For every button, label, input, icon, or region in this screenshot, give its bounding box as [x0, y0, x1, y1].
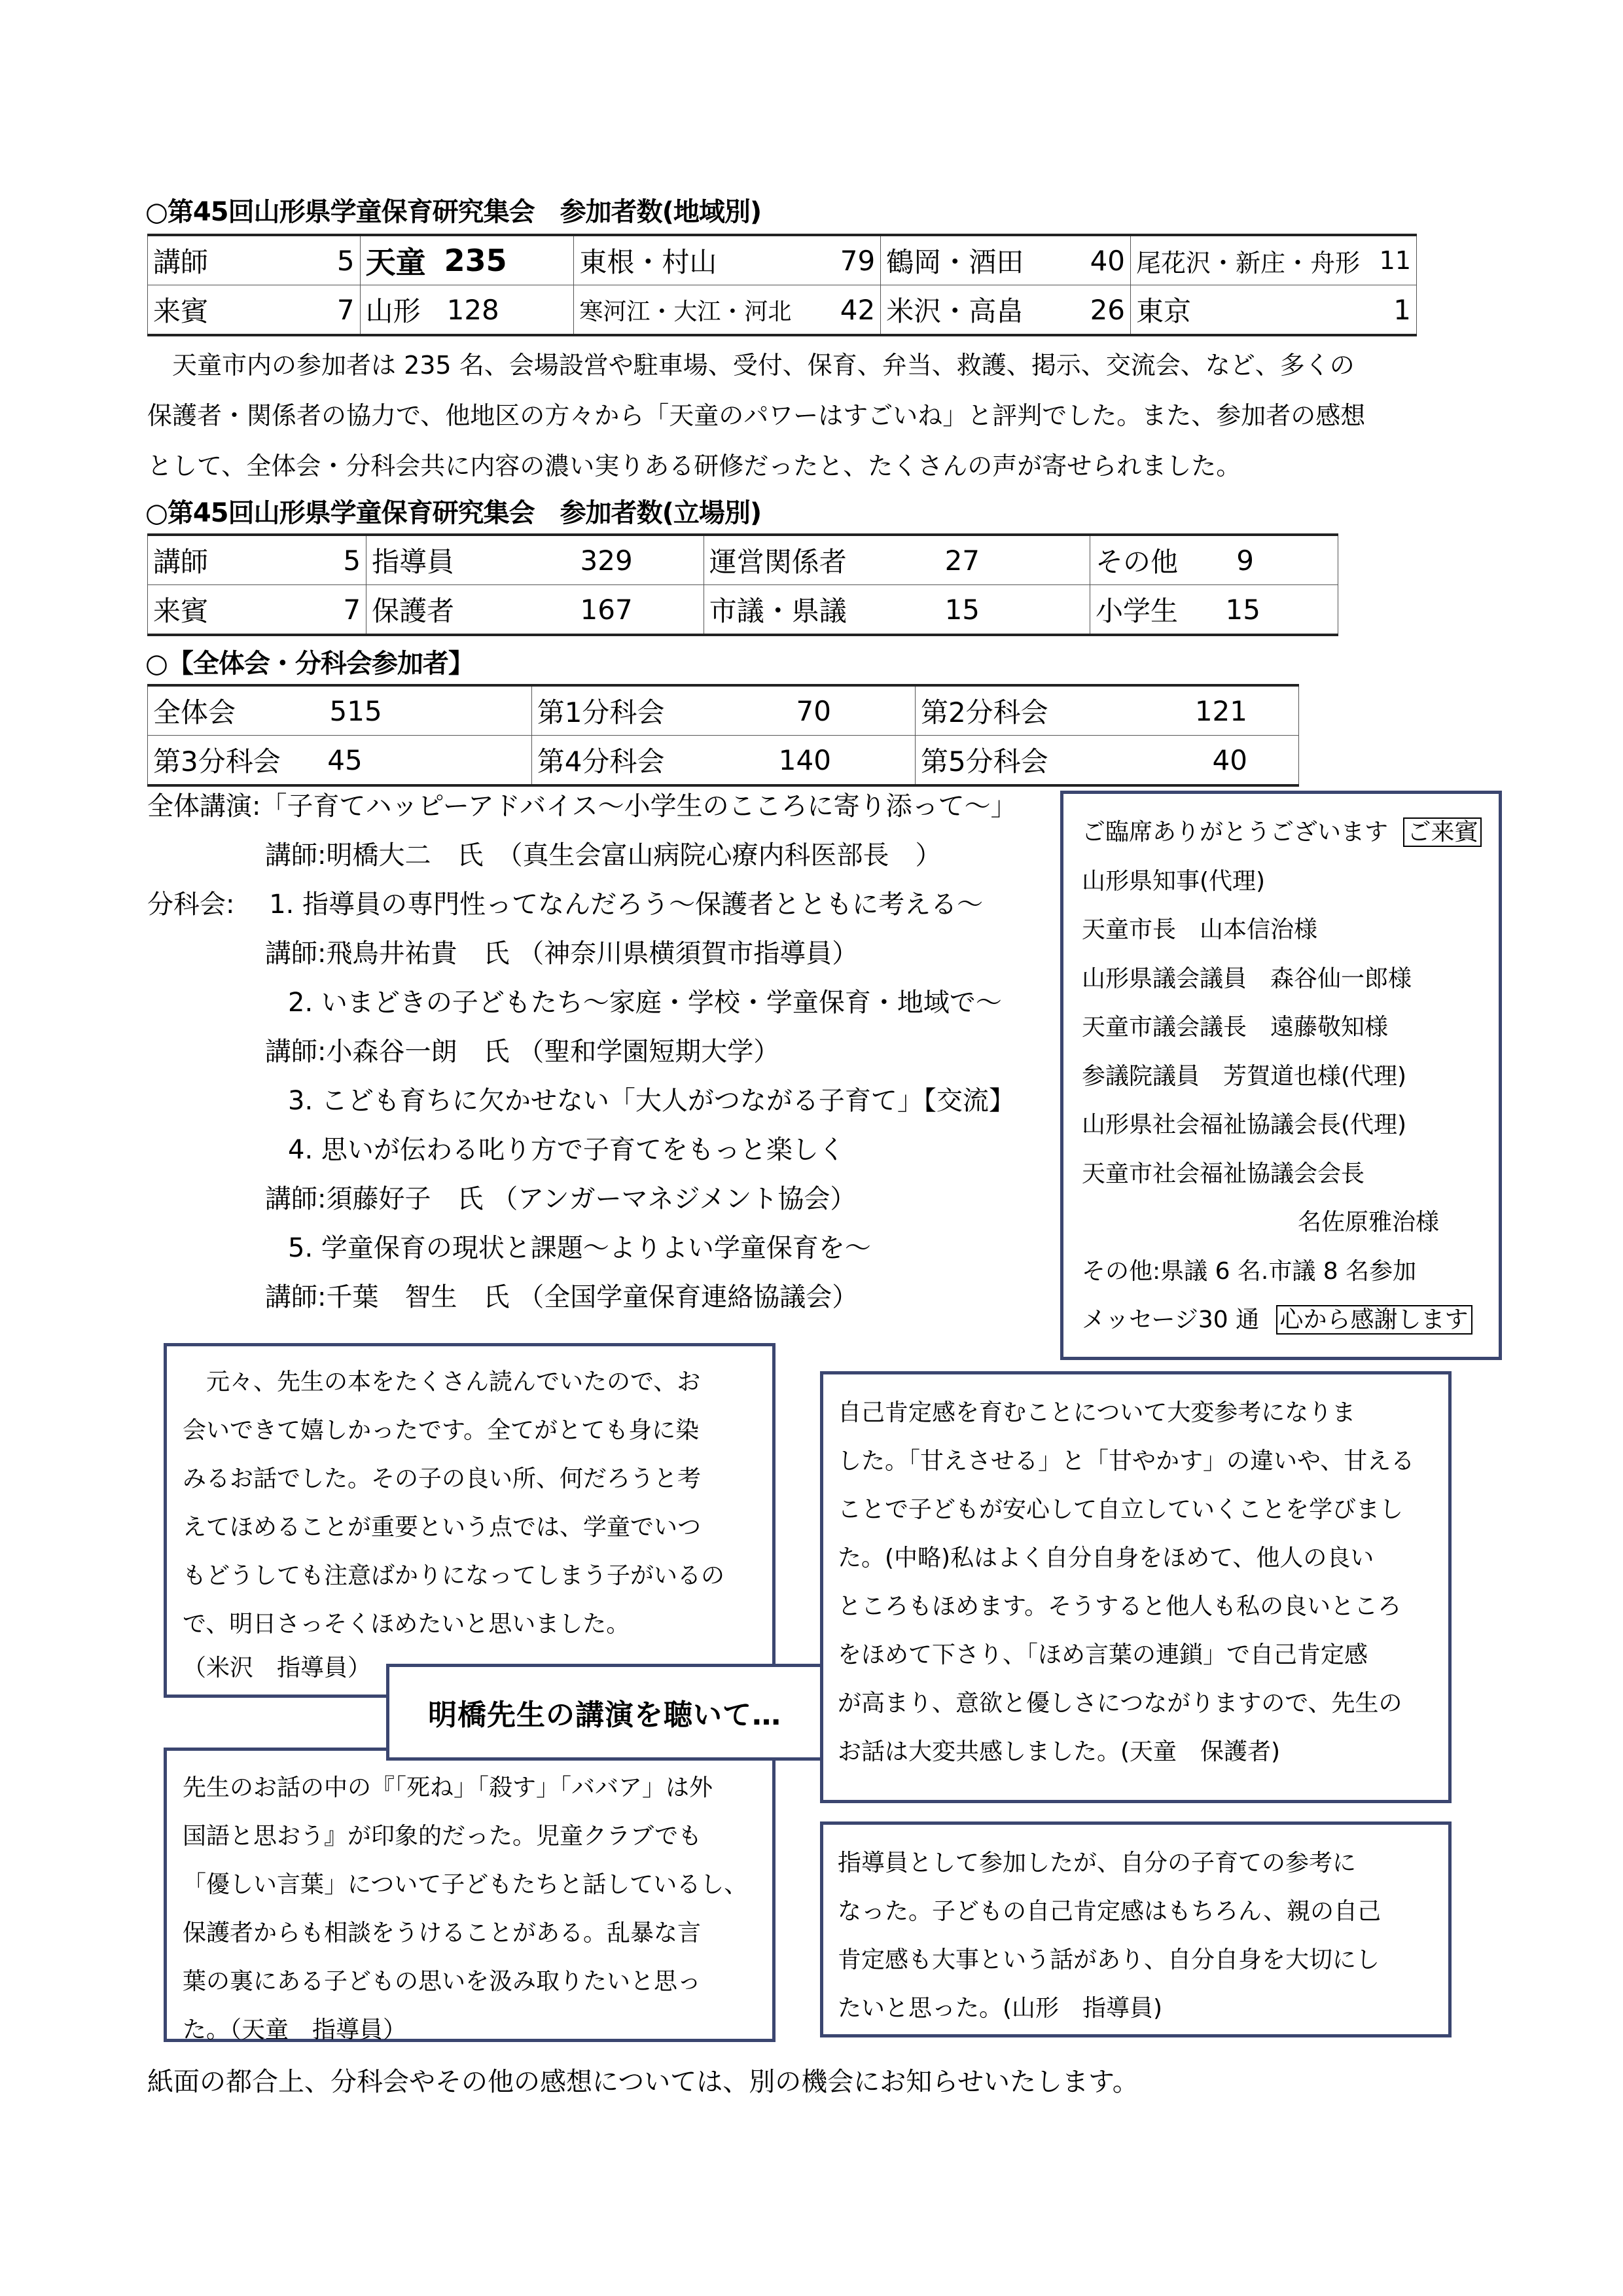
table-row — [148, 736, 1299, 786]
cell-value: 329 — [580, 544, 633, 577]
program-session-5: 5. 学童保育の現状と課題～よりよい学童保育を～ — [288, 1233, 871, 1263]
table-cell — [366, 585, 704, 636]
comment-line: が高まり、意欲と優しさにつながりますので、先生の — [838, 1690, 1402, 1717]
comment-line: ことで子どもが安心して自立していくことを学びまし — [838, 1496, 1404, 1523]
role-heading: ○第45回山形県学童保育研究集会 参加者数(立場別) — [145, 498, 762, 528]
guest-item: 参議院議員 芳賀道也様(代理) — [1082, 1062, 1407, 1090]
cell-label: 寒河江・大江・河北 — [579, 298, 792, 325]
cell-label: 市議・県議 — [709, 595, 847, 627]
comment-line: 元々、先生の本をたくさん読んでいたので、お — [183, 1369, 701, 1395]
guest-item: 天童市社会福祉協議会会長 — [1082, 1160, 1365, 1187]
guest-box — [1060, 791, 1502, 1360]
table-cell — [531, 736, 915, 786]
cell-value: 40 — [1090, 244, 1126, 277]
table-row — [148, 535, 1338, 585]
table-cell — [148, 235, 361, 285]
guest-item: 山形県議会議員 森谷仙一郎様 — [1082, 965, 1412, 992]
cell-value: 79 — [840, 244, 876, 277]
program-session-2: 2. いまどきの子どもたち～家庭・学校・学童保育・地域で～ — [288, 988, 1002, 1018]
cell-value: 9 — [1236, 544, 1254, 577]
table-row — [148, 685, 1299, 736]
comment-line: た。(中略)私はよく自分自身をほめて、他人の良い — [838, 1545, 1374, 1571]
cell-label: 来賓 — [153, 595, 209, 627]
cell-label: 東京 — [1136, 295, 1192, 327]
footer-note: 紙面の都合上、分科会やその他の感想については、別の機会にお知らせいたします。 — [147, 2067, 1139, 2097]
table-cell — [148, 285, 361, 336]
cell-value: 26 — [1090, 293, 1126, 326]
paragraph-line: として、全体会・分科会共に内容の濃い実りある研修だったと、たくさんの声が寄せられました。 — [147, 452, 1241, 480]
table-cell — [915, 736, 1298, 786]
cell-value: 45 — [327, 744, 363, 776]
table-cell — [1131, 285, 1417, 336]
thanks-tag: 心から感謝します — [1276, 1305, 1472, 1335]
comment-line: で、明日さっそくほめたいと思いました。 — [183, 1611, 630, 1638]
cell-value: 515 — [329, 694, 382, 727]
program-speaker: 講師:千葉 智生 氏 （全国学童保育連絡協議会） — [265, 1282, 859, 1312]
program-speaker: 講師:明橋大二 氏 （真生会富山病院心療内科医部長 ） — [265, 840, 942, 870]
cell-value: 42 — [840, 293, 876, 326]
cell-value: 40 — [1212, 744, 1247, 776]
callout-box — [386, 1664, 823, 1761]
guest-item: その他:県議 6 名.市議 8 名参加 — [1082, 1257, 1417, 1285]
comment-line: 自己肯定感を育むことについて大変参考になりま — [838, 1399, 1356, 1426]
guest-item: 名佐原雅治様 — [1298, 1209, 1440, 1236]
cell-label: 来賓 — [153, 295, 209, 327]
cell-label: 保護者 — [372, 595, 455, 627]
comment-box — [164, 1343, 776, 1698]
table-cell — [915, 685, 1298, 736]
program-speaker: 講師:須藤好子 氏 （アンガーマネジメント協会） — [265, 1184, 857, 1214]
session-table — [147, 684, 1299, 787]
comment-line: 指導員として参加したが、自分の子育ての参考に — [838, 1850, 1357, 1876]
program-session-3: 3. こども育ちに欠かせない「大人がつながる子育て」【交流】 — [288, 1086, 1015, 1116]
guest-tag: ご来賓 — [1403, 817, 1482, 847]
comment-author: （米沢 指導員） — [183, 1655, 372, 1681]
cell-label: 米沢・高畠 — [886, 295, 1024, 327]
cell-label: 第5分科会 — [920, 745, 1048, 778]
comment-line: みるお話でした。その子の良い所、何だろうと考 — [183, 1465, 702, 1492]
cell-label: 東根・村山 — [579, 246, 717, 278]
comment-line: なった。子どもの自己肯定感はもちろん、親の自己 — [838, 1898, 1382, 1925]
comment-line: 会いできて嬉しかったです。全てがとても身に染 — [183, 1417, 700, 1444]
cell-value: 128 — [446, 293, 499, 326]
guest-item: 天童市議会議長 遠藤敬知様 — [1082, 1014, 1389, 1041]
table-cell — [574, 285, 881, 336]
guest-messages: メッセージ30 通 — [1082, 1306, 1260, 1333]
comment-line: た。（天童 指導員） — [183, 2017, 407, 2043]
table-cell — [1131, 235, 1417, 285]
cell-label: 講師 — [153, 546, 209, 578]
cell-label: 第1分科会 — [537, 696, 665, 728]
cell-label: 小学生 — [1096, 595, 1179, 627]
guest-greeting: ご臨席ありがとうございます — [1082, 819, 1389, 846]
comment-line: 保護者からも相談をうけることがある。乱暴な言 — [183, 1920, 702, 1946]
cell-value: 5 — [336, 244, 355, 277]
program-session-1: 分科会: 1. 指導員の専門性ってなんだろう～保護者とともに考える～ — [147, 889, 984, 920]
comment-line: もどうしても注意ばかりになってしまう子がいるの — [183, 1562, 725, 1589]
guest-greeting-line — [1082, 808, 1499, 857]
guest-item: 山形県社会福祉協議会長(代理) — [1082, 1111, 1407, 1138]
table-cell — [148, 685, 532, 736]
cell-value: 15 — [944, 593, 980, 626]
comment-line: えてほめることが重要という点では、学童でいつ — [183, 1514, 702, 1541]
table-row — [148, 285, 1417, 336]
table-cell — [881, 235, 1131, 285]
region-heading: ○第45回山形県学童保育研究集会 参加者数(地域別) — [145, 197, 762, 227]
cell-value: 7 — [343, 593, 361, 626]
comment-line: をほめて下さり、「ほめ言葉の連鎖」で自己肯定感 — [838, 1641, 1368, 1668]
cell-value: 15 — [1225, 593, 1260, 626]
table-row — [148, 235, 1417, 285]
cell-label: 天童 — [365, 245, 426, 280]
cell-label: 全体会 — [153, 696, 236, 728]
cell-value: 70 — [796, 694, 831, 727]
cell-label: 第3分科会 — [153, 745, 281, 778]
comment-line: 先生のお話の中の『「死ね」「殺す」「ババア」は外 — [183, 1774, 713, 1801]
cell-value: 167 — [580, 593, 633, 626]
program-speaker: 講師:小森谷一朗 氏 （聖和学園短期大学） — [265, 1037, 780, 1067]
comment-line: ところもほめます。そうすると他人も私の良いところ — [838, 1593, 1402, 1620]
comment-line: たいと思った。(山形 指導員) — [838, 1995, 1163, 2022]
paragraph-line: 天童市内の参加者は 235 名、会場設営や駐車場、受付、保育、弁当、救護、掲示、交流会、など、多くの — [147, 351, 1355, 380]
comment-line: 国語と思おう』が印象的だった。児童クラブでも — [183, 1823, 702, 1850]
cell-value: 27 — [944, 544, 980, 577]
callout-title: 明橋先生の講演を聴いて… — [428, 1698, 781, 1732]
region-paragraph — [147, 340, 1365, 492]
table-cell — [531, 685, 915, 736]
cell-label: 山形 — [365, 295, 421, 327]
table-cell — [1090, 585, 1338, 636]
comment-line: お話は大変共感しました。(天童 保護者) — [838, 1738, 1281, 1765]
table-cell — [704, 535, 1090, 585]
paragraph-line: 保護者・関係者の協力で、他地区の方々から「天童のパワーはすごいね」と評判でした。また、参加者の感想 — [147, 401, 1366, 430]
cell-label: その他 — [1096, 546, 1179, 578]
role-table — [147, 533, 1338, 636]
table-cell — [1090, 535, 1338, 585]
table-row — [148, 585, 1338, 636]
cell-label: 第2分科会 — [920, 696, 1048, 728]
cell-value: 11 — [1379, 246, 1411, 275]
comment-line: 「優しい言葉」について子どもたちと話しているし、 — [183, 1871, 748, 1898]
program-speaker: 講師:飛鳥井祐貴 氏 （神奈川県横須賀市指導員） — [265, 939, 859, 969]
comment-box — [820, 1371, 1452, 1803]
program-session-4: 4. 思いが伝わる叱り方で子育てをもっと楽しく — [288, 1135, 845, 1165]
table-cell — [881, 285, 1131, 336]
table-cell — [148, 535, 366, 585]
table-cell — [148, 585, 366, 636]
comment-line: 葉の裏にある子どもの思いを汲み取りたいと思っ — [183, 1968, 702, 1995]
cell-value: 121 — [1194, 694, 1247, 727]
program-keynote: 全体講演:「子育てハッピーアドバイス～小学生のこころに寄り添って～」 — [147, 791, 1017, 821]
comment-box — [164, 1748, 776, 2042]
table-cell — [574, 235, 881, 285]
comment-line: 肯定感も大事という話があり、自分自身を大切にし — [838, 1946, 1380, 1973]
cell-label: 運営関係者 — [709, 546, 847, 578]
session-heading: ○【全体会・分科会参加者】 — [145, 649, 474, 679]
comment-line: した。「甘えさせる」と「甘やかす」の違いや、甘える — [838, 1448, 1415, 1475]
table-cell — [360, 235, 574, 285]
table-cell — [704, 585, 1090, 636]
comment-box — [820, 1821, 1452, 2037]
cell-value: 140 — [778, 744, 831, 776]
table-cell — [366, 535, 704, 585]
guest-item: 天童市長 山本信治様 — [1082, 916, 1318, 943]
table-cell — [360, 285, 574, 336]
guest-messages-line — [1082, 1296, 1499, 1345]
cell-label: 尾花沢・新庄・舟形 — [1136, 248, 1361, 278]
guest-item: 山形県知事(代理) — [1082, 867, 1266, 895]
cell-value: 235 — [444, 243, 507, 278]
cell-value: 5 — [343, 544, 361, 577]
cell-label: 指導員 — [372, 546, 455, 578]
table-cell — [148, 736, 532, 786]
cell-value: 1 — [1393, 293, 1411, 326]
cell-value: 7 — [336, 293, 355, 326]
region-table — [147, 234, 1417, 336]
cell-label: 第4分科会 — [537, 745, 665, 778]
cell-label: 講師 — [153, 246, 209, 278]
cell-label: 鶴岡・酒田 — [886, 246, 1024, 278]
